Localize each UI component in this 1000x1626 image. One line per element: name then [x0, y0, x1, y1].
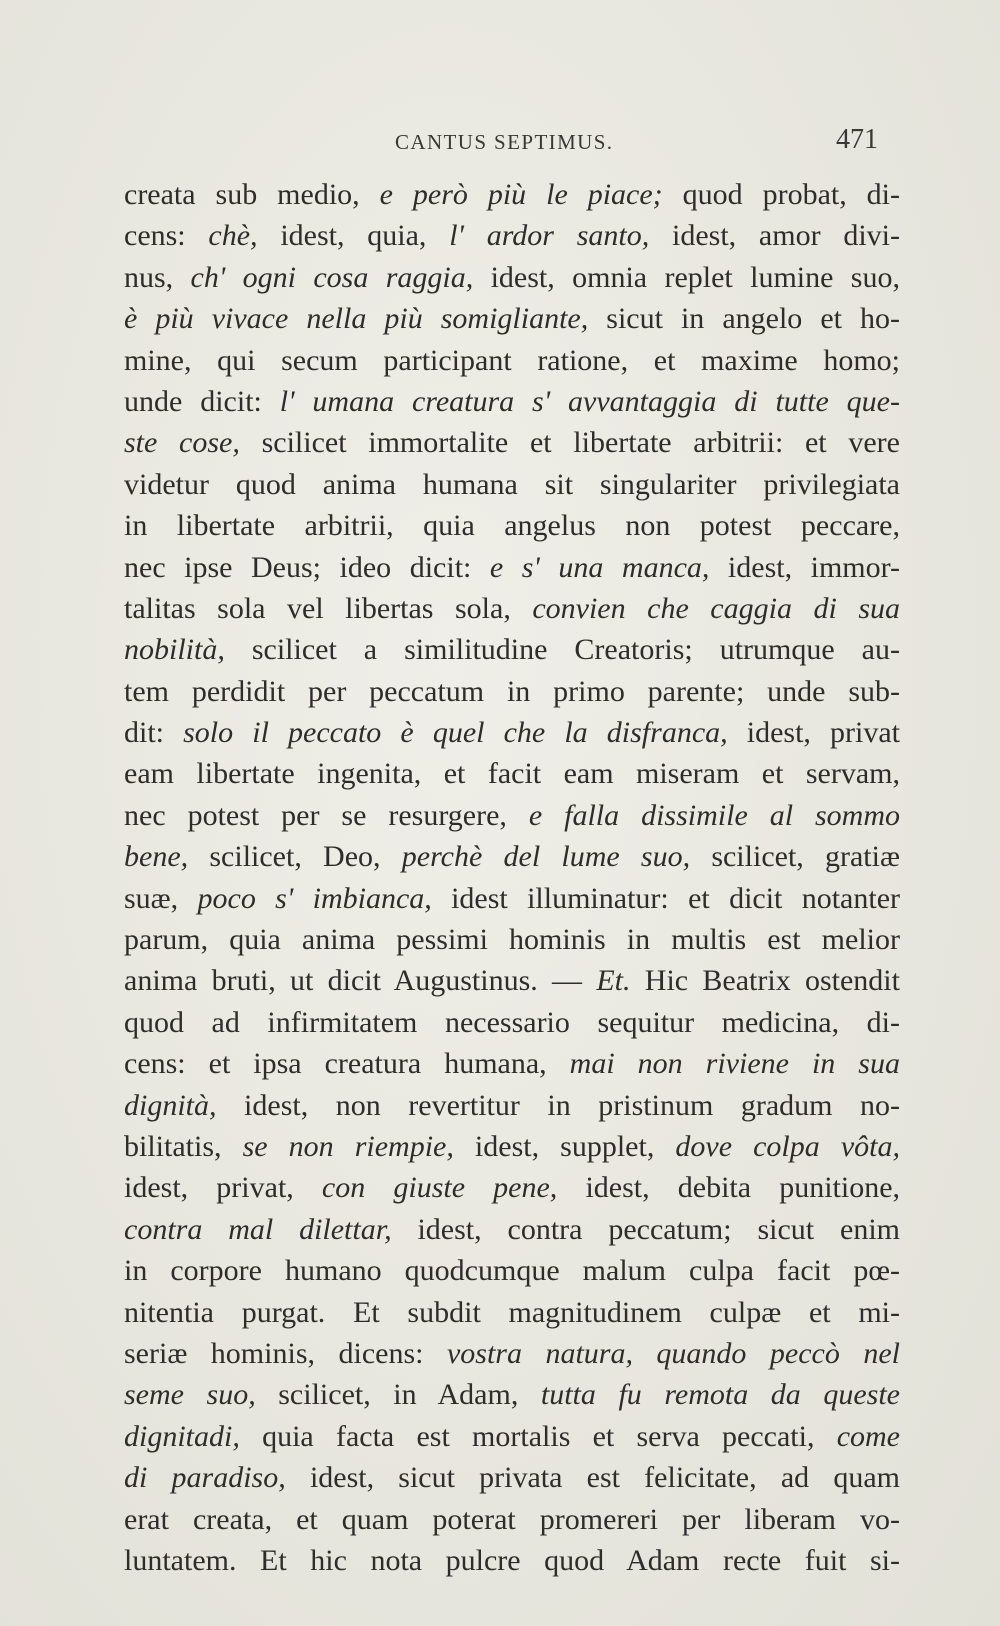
text-line — [124, 629, 900, 670]
text-line — [124, 1126, 900, 1167]
italic-quotation: dove colpa vôta, — [675, 1129, 900, 1163]
text-line — [124, 422, 900, 463]
italic-quotation: con giuste pene, — [321, 1171, 558, 1205]
italic-quotation: convien che caggia di sua — [532, 591, 900, 625]
italic-quotation: e s' una manca, — [489, 550, 710, 584]
text-line — [124, 1043, 900, 1084]
text-segment: parum, quia anima pessimi hominis in multis est melior — [124, 923, 900, 957]
italic-quotation: solo il peccato è quel che la disfranca, — [183, 716, 728, 750]
text-segment: talitas sola vel libertas sola, — [124, 591, 533, 625]
text-segment: quod ad infirmitatem necessario sequitur medicina, di- — [124, 1005, 900, 1039]
text-segment: creata sub medio, — [124, 178, 380, 211]
text-line — [124, 1416, 900, 1457]
text-line — [124, 298, 900, 339]
italic-quotation: dignitadi, — [124, 1419, 240, 1453]
text-line — [124, 712, 900, 753]
text-line — [124, 1209, 900, 1250]
text-line — [124, 753, 900, 794]
text-line — [124, 381, 900, 422]
italic-quotation: l' ardor santo, — [449, 219, 650, 253]
text-line — [124, 919, 900, 960]
italic-quotation: Et. — [596, 964, 631, 998]
text-segment: bilitatis, — [124, 1129, 243, 1163]
text-segment: in libertate arbitrii, quia angelus non potest peccare, — [124, 509, 900, 543]
text-segment: idest, amor divi- — [649, 219, 900, 253]
text-line — [124, 1540, 900, 1581]
text-segment: unde dicit: — [124, 384, 280, 418]
text-segment: seriæ hominis, dicens: — [124, 1336, 447, 1370]
text-segment: luntatem. Et hic nota pulcre quod Adam recte fuit si- — [124, 1543, 900, 1577]
italic-quotation: e falla dissimile al sommo — [528, 798, 900, 832]
text-segment: suæ, — [124, 881, 198, 915]
text-segment: anima bruti, ut dicit Augustinus. — — [124, 964, 597, 998]
italic-quotation: contra mal dilettar, — [124, 1212, 392, 1246]
text-segment: cens: — [124, 219, 209, 253]
text-segment: videtur quod anima humana sit singulariter privilegiata — [124, 467, 900, 501]
text-segment: scilicet, Deo, — [188, 840, 402, 874]
text-segment: idest illuminatur: et dicit notanter — [431, 881, 900, 915]
text-line — [124, 505, 900, 546]
text-segment: scilicet a similitudine Creatoris; utrumque au- — [224, 633, 900, 667]
page-number: 471 — [836, 124, 878, 155]
text-line — [124, 340, 900, 381]
text-line — [124, 1457, 900, 1498]
text-segment: quod probat, di- — [662, 178, 900, 211]
text-segment: eam libertate ingenita, et facit eam miseram et servam, — [124, 757, 900, 791]
italic-quotation: seme suo, — [124, 1378, 256, 1412]
italic-quotation: vostra natura, quando peccò nel — [446, 1336, 900, 1370]
text-segment: quia facta est mortalis et serva peccati, — [239, 1419, 837, 1453]
text-line — [124, 588, 900, 629]
text-line — [124, 1002, 900, 1043]
text-segment: idest, contra peccatum; sicut enim — [391, 1212, 900, 1246]
text-segment: idest, omnia replet lumine suo, — [473, 260, 900, 294]
text-segment: scilicet, gratiæ — [690, 840, 900, 874]
italic-quotation: è più vivace nella più somigliante, — [124, 302, 589, 336]
text-segment: Hic Beatrix ostendit — [630, 964, 900, 998]
italic-quotation: e però più le piace; — [379, 178, 663, 211]
text-line — [124, 836, 900, 877]
text-segment: mine, qui secum participant ratione, et maxime homo; — [124, 343, 900, 377]
body-text — [124, 174, 900, 1581]
italic-quotation: mai non riviene in sua — [569, 1047, 900, 1081]
text-segment: scilicet immortalite et libertate arbitrii: et vere — [239, 426, 900, 460]
italic-quotation: chè, — [208, 219, 258, 253]
text-segment: idest, debita punitione, — [557, 1171, 900, 1205]
text-line — [124, 1292, 900, 1333]
text-line — [124, 795, 900, 836]
text-line — [124, 1499, 900, 1540]
italic-quotation: dignità, — [124, 1088, 217, 1122]
italic-quotation: come — [836, 1419, 900, 1453]
text-line — [124, 671, 900, 712]
text-line — [124, 960, 900, 1001]
text-segment: idest, privat — [727, 716, 900, 750]
running-title: CANTUS SEPTIMUS. — [395, 130, 614, 154]
text-line — [124, 215, 900, 256]
italic-quotation: ch' ogni cosa raggia, — [190, 260, 474, 294]
text-segment: idest, supplet, — [453, 1129, 676, 1163]
text-line — [124, 1333, 900, 1374]
italic-quotation: di paradiso, — [124, 1461, 286, 1495]
page-header — [0, 122, 1000, 162]
text-line — [124, 547, 900, 588]
text-segment: erat creata, et quam poterat promereri per liberam vo- — [124, 1502, 900, 1536]
text-segment: scilicet, in Adam, — [255, 1378, 541, 1412]
italic-quotation: perchè del lume suo, — [401, 840, 691, 874]
text-line — [124, 1250, 900, 1291]
italic-quotation: nobilità, — [124, 633, 225, 667]
text-segment: in corpore humano quodcumque malum culpa facit pœ- — [124, 1254, 900, 1288]
text-segment: nec ipse Deus; ideo dicit: — [124, 550, 490, 584]
text-segment: nitentia purgat. Et subdit magnitudinem culpæ et mi- — [124, 1295, 900, 1329]
text-line — [124, 257, 900, 298]
text-segment: idest, sicut privata est felicitate, ad quam — [285, 1461, 900, 1495]
text-line — [124, 878, 900, 919]
text-segment: tem perdidit per peccatum in primo parente; unde sub- — [124, 674, 900, 708]
text-line — [124, 1374, 900, 1415]
text-segment: idest, non revertitur in pristinum gradum no- — [216, 1088, 900, 1122]
italic-quotation: poco s' imbianca, — [197, 881, 432, 915]
text-segment: cens: et ipsa creatura humana, — [124, 1047, 570, 1081]
text-line — [124, 1085, 900, 1126]
text-segment: sicut in angelo et ho- — [588, 302, 900, 336]
text-line — [124, 1167, 900, 1208]
text-segment: idest, privat, — [124, 1171, 322, 1205]
text-segment: idest, quia, — [257, 219, 450, 253]
text-segment: nus, — [124, 260, 191, 294]
text-segment: idest, immor- — [709, 550, 900, 584]
text-line — [124, 464, 900, 505]
italic-quotation: l' umana creatura s' avvantaggia di tutte que- — [279, 384, 900, 418]
text-segment: dit: — [124, 716, 184, 750]
text-segment: nec potest per se resurgere, — [124, 798, 529, 832]
italic-quotation: bene, — [124, 840, 189, 874]
text-line — [124, 174, 900, 215]
italic-quotation: se non riempie, — [242, 1129, 454, 1163]
italic-quotation: ste cose, — [124, 426, 240, 460]
italic-quotation: tutta fu remota da queste — [540, 1378, 900, 1412]
